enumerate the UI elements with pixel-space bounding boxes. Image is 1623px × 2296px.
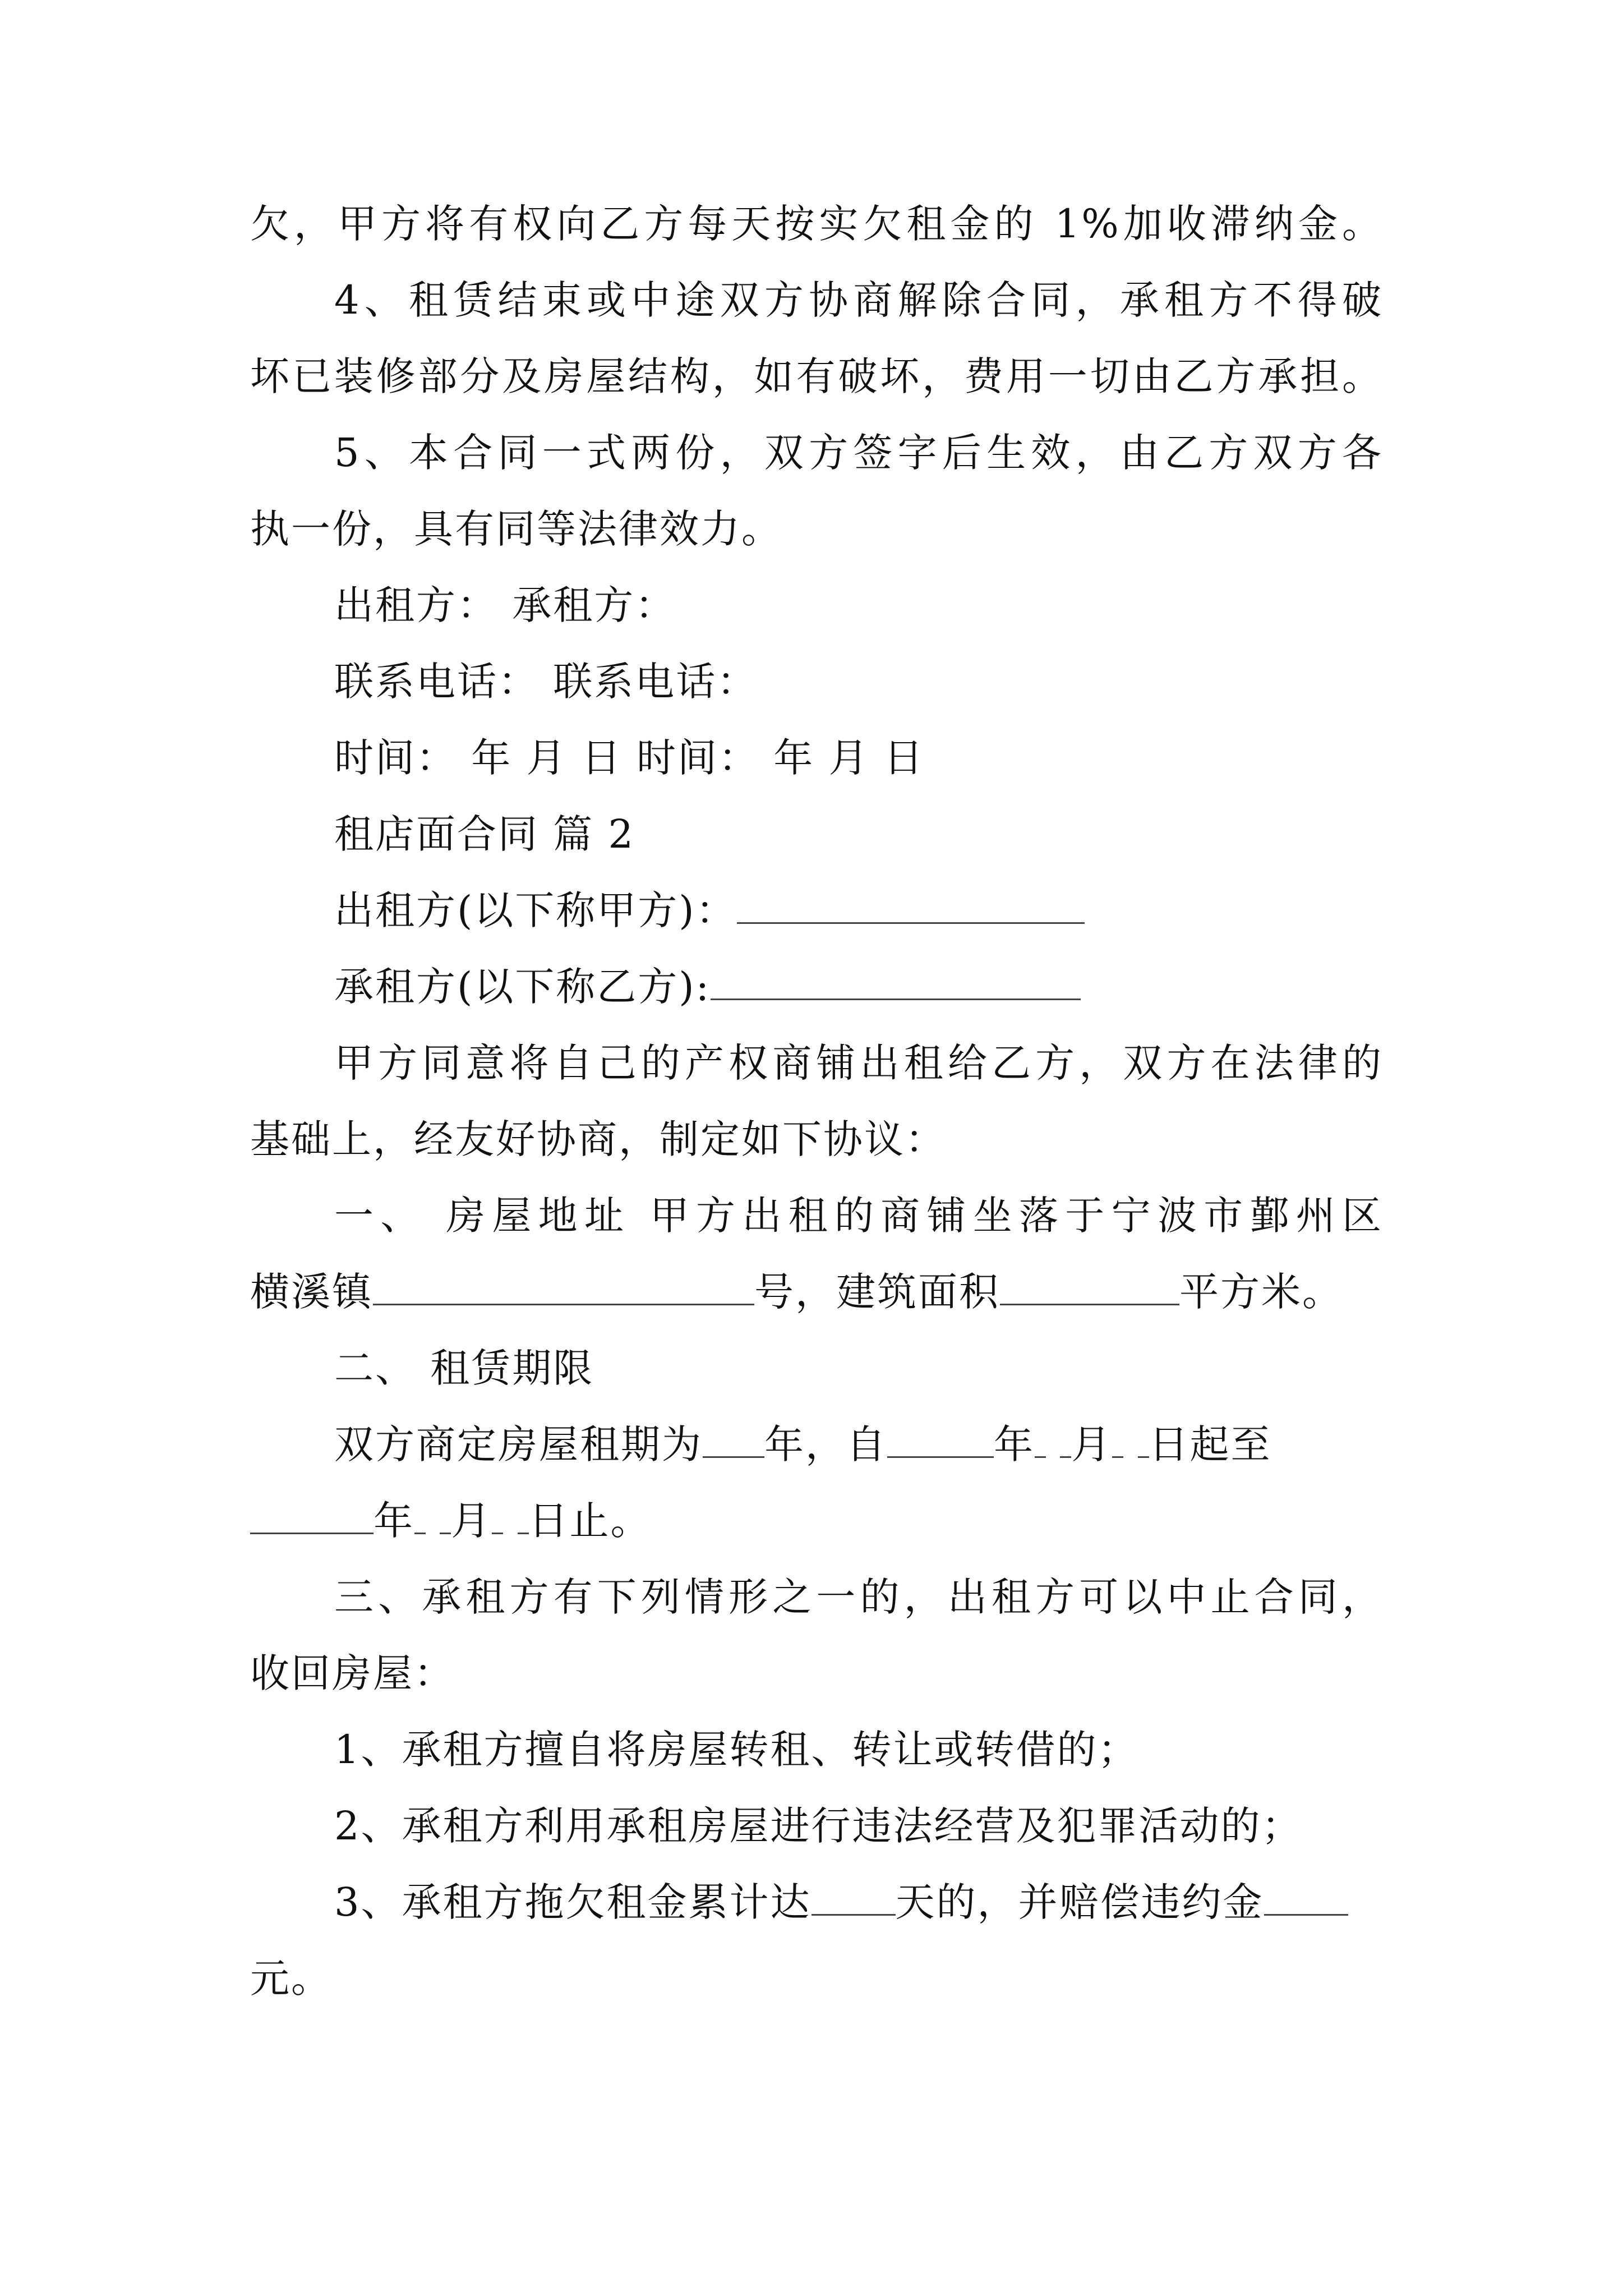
- lessee-blank: [711, 965, 1081, 1000]
- end-month-label: 月: [451, 1498, 492, 1544]
- text-line: 元。: [250, 1955, 332, 2001]
- penalty-label: 天的，并赔偿违约金: [895, 1879, 1264, 1925]
- arrears-days-blank: [811, 1880, 896, 1916]
- end-year-label: 年: [374, 1498, 414, 1544]
- term-from: 年，自: [764, 1421, 887, 1467]
- text-line: 二、 租赁期限: [334, 1345, 594, 1391]
- penalty-blank: [1264, 1880, 1348, 1916]
- term-line: [334, 1414, 1467, 1475]
- text-line: 一、 房屋地址 甲方出租的商铺坐落于宁波市鄞州区: [334, 1193, 1383, 1239]
- start-year-blank: [887, 1423, 994, 1458]
- end-year-blank: [250, 1499, 374, 1534]
- area-blank: [1000, 1270, 1179, 1305]
- list-item: [334, 1871, 1467, 1933]
- address-line: [250, 1261, 1383, 1323]
- years-blank: [703, 1423, 764, 1458]
- list-item: 2、承租方利用承租房屋进行违法经营及犯罪活动的；: [334, 1803, 1303, 1849]
- signature-party-line: 出租方： 承租方：: [334, 582, 676, 628]
- start-year-label: 年: [994, 1421, 1035, 1467]
- text-line: 4、租赁结束或中途双方协商解除合同，承租方不得破: [334, 277, 1383, 323]
- start-day-label: 日起至: [1149, 1421, 1272, 1467]
- term-label: 双方商定房屋租期为: [334, 1421, 703, 1467]
- end-month-blank-a: [414, 1499, 426, 1534]
- end-month-blank-b: [440, 1499, 451, 1534]
- arrears-label: 3、承租方拖欠租金累计达: [334, 1879, 811, 1925]
- start-day-blank-a: [1112, 1423, 1123, 1458]
- end-day-label: 日止。: [528, 1498, 652, 1544]
- text-line: 三、承租方有下列情形之一的，出租方可以中止合同，: [334, 1574, 1383, 1620]
- lessee-line: [334, 956, 1467, 1018]
- lessee-label: 承租方(以下称乙方):: [334, 964, 711, 1010]
- text-line: 欠，甲方将有权向乙方每天按实欠租金的 1%加收滞纳金。: [250, 201, 1383, 247]
- start-month-label: 月: [1071, 1421, 1113, 1467]
- end-day-blank-a: [492, 1499, 503, 1534]
- text-line: 基础上，经友好协商，制定如下协议：: [250, 1116, 946, 1162]
- address-label: 横溪镇: [250, 1269, 373, 1315]
- start-day-blank-b: [1138, 1423, 1149, 1458]
- text-line: 甲方同意将自己的产权商铺出租给乙方，双方在法律的: [334, 1040, 1383, 1086]
- address-blank: [373, 1270, 754, 1305]
- area-unit: 平方米。: [1179, 1269, 1343, 1315]
- start-month-blank-b: [1060, 1423, 1071, 1458]
- text-line: 坏已装修部分及房屋结构，如有破坏，费用一切由乙方承担。: [250, 353, 1383, 399]
- date-line: 时间： 年 月 日 时间： 年 月 日: [334, 735, 925, 781]
- end-day-blank-b: [518, 1499, 529, 1534]
- term-end-line: [250, 1490, 1383, 1552]
- lessor-line: [334, 880, 1467, 941]
- phone-line: 联系电话： 联系电话：: [334, 659, 758, 705]
- text-line: 5、本合同一式两份，双方签字后生效，由乙方双方各: [334, 430, 1383, 476]
- section-heading: 租店面合同 篇 2: [334, 811, 635, 857]
- text-line: 收回房屋：: [250, 1650, 455, 1696]
- lessor-label: 出租方(以下称甲方)：: [334, 887, 737, 933]
- area-label: 号，建筑面积: [754, 1269, 1000, 1315]
- lessor-blank: [737, 889, 1085, 924]
- text-line: 执一份，具有同等法律效力。: [250, 506, 782, 552]
- start-month-blank-a: [1035, 1423, 1046, 1458]
- list-item: 1、承租方擅自将房屋转租、转让或转借的；: [334, 1727, 1139, 1773]
